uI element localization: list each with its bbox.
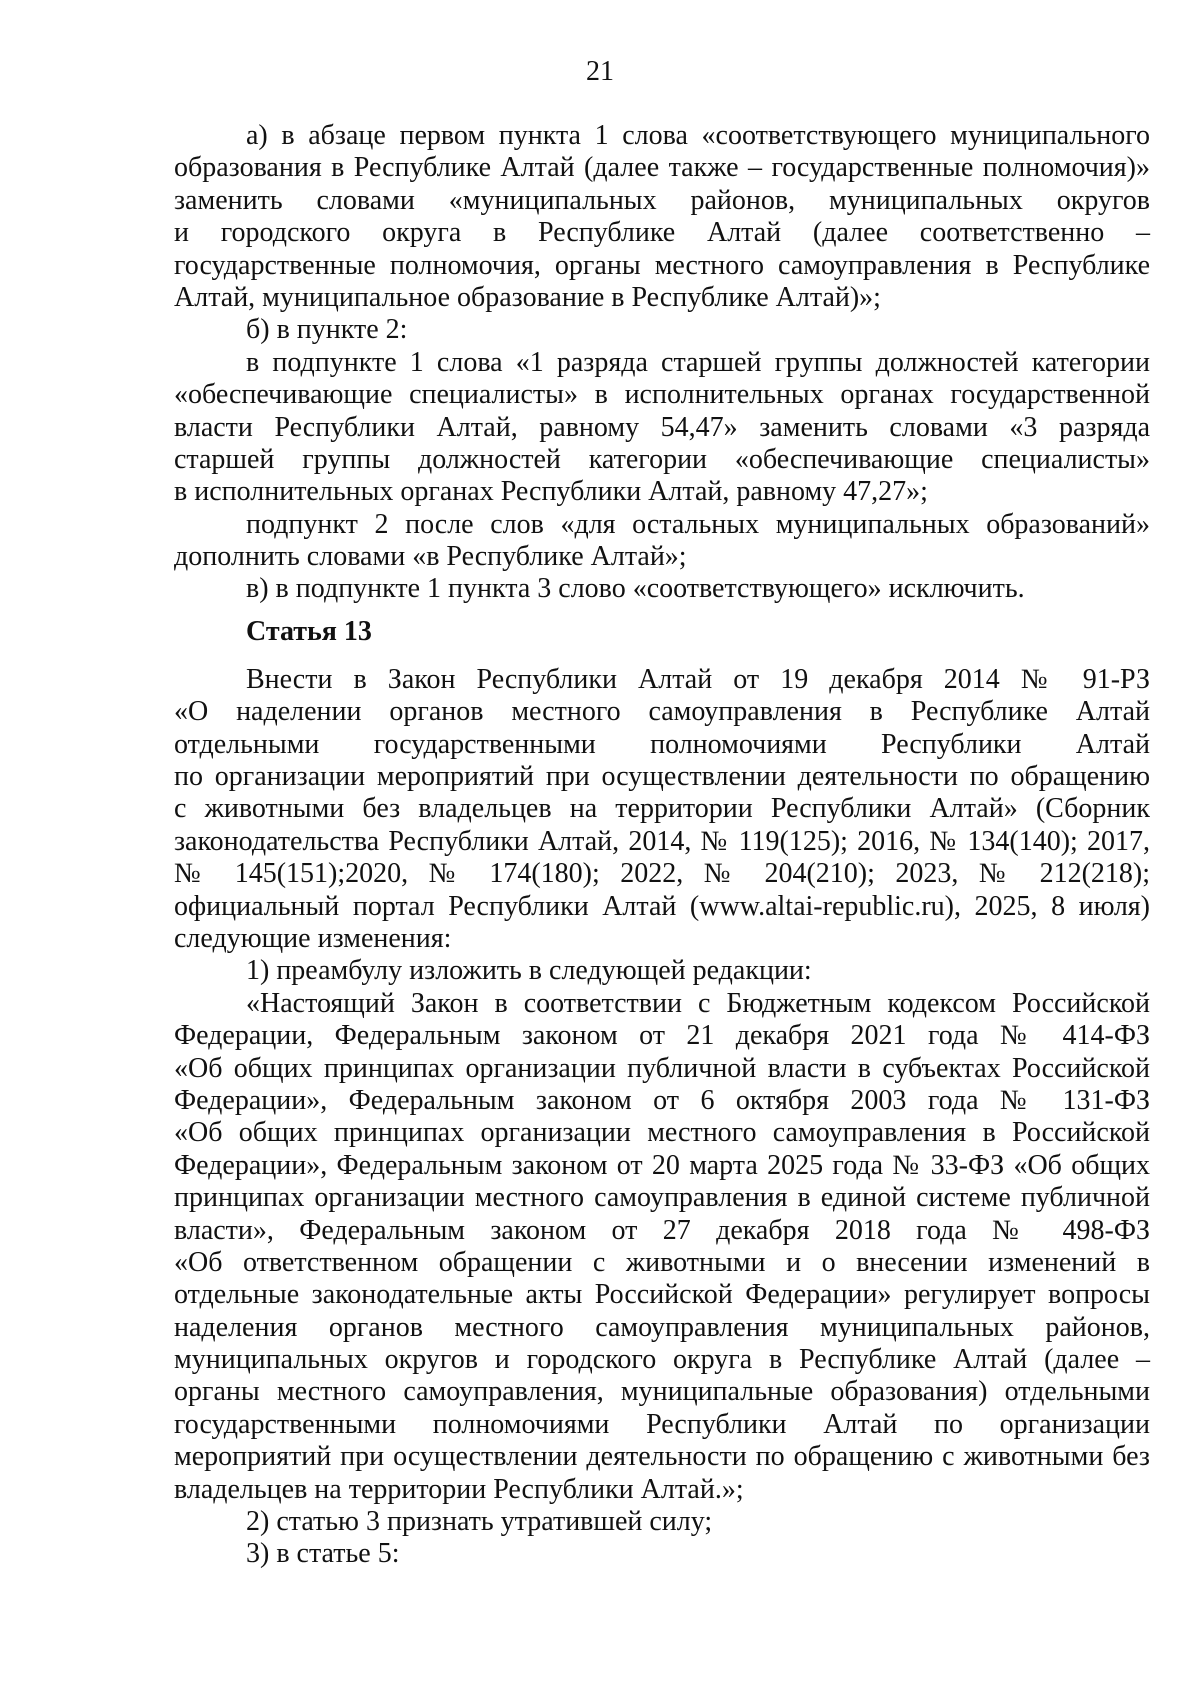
text-line: власти», Федеральным законом от 27 декабря 2018 года № 498-ФЗ: [174, 1214, 1150, 1246]
text-line: официальный портал Республики Алтай (www.altai-republic.ru), 2025, 8 июля): [174, 890, 1150, 922]
text-line: «Об общих принципах организации публичной власти в субъектах Российской: [174, 1052, 1150, 1084]
text-line: в) в подпункте 1 пункта 3 слово «соответствующего» исключить.: [246, 573, 1025, 605]
text-line: муниципальных округов и городского округа в Республике Алтай (далее –: [174, 1344, 1150, 1376]
text-line: в подпункте 1 слова «1 разряда старшей группы должностей категории: [246, 346, 1150, 378]
text-line: «обеспечивающие специалисты» в исполнительных органах государственной: [174, 379, 1150, 411]
text-line: в исполнительных органах Республики Алтай, равному 47,27»;: [174, 476, 928, 508]
text-line: Федерации», Федеральным законом от 6 октября 2003 года № 131-ФЗ: [174, 1084, 1150, 1116]
text-line: № 145(151);2020, № 174(180); 2022, № 204(210); 2023, № 212(218);: [174, 858, 1150, 890]
text-line: 3) в статье 5:: [246, 1538, 400, 1570]
text-line: «Настоящий Закон в соответствии с Бюджетным кодексом Российской: [246, 987, 1150, 1019]
text-line: законодательства Республики Алтай, 2014, № 119(125); 2016, № 134(140); 2017,: [174, 825, 1150, 857]
text-line: дополнить словами «в Республике Алтай»;: [174, 541, 687, 573]
text-line: старшей группы должностей категории «обеспечивающие специалисты»: [174, 443, 1150, 475]
text-line: по организации мероприятий при осуществлении деятельности по обращению: [174, 761, 1150, 793]
text-line: б) в пункте 2:: [246, 314, 408, 346]
text-line: образования в Республике Алтай (далее также – государственные полномочия)»: [174, 152, 1150, 184]
text-line: «Об ответственном обращении с животными и о внесении изменений в: [174, 1246, 1150, 1278]
text-line: государственными полномочиями Республики Алтай по организации: [174, 1408, 1150, 1440]
text-line: заменить словами «муниципальных районов, муниципальных округов: [174, 184, 1150, 216]
text-line: 1) преамбулу изложить в следующей редакции:: [246, 955, 812, 987]
page-number: 21: [586, 56, 614, 87]
text-line: мероприятий при осуществлении деятельности по обращению с животными без: [174, 1441, 1150, 1473]
text-line: отдельные законодательные акты Российской Федерации» регулирует вопросы: [174, 1279, 1150, 1311]
text-line: Внести в Закон Республики Алтай от 19 декабря 2014 № 91-РЗ: [246, 663, 1150, 695]
text-line: а) в абзаце первом пункта 1 слова «соответствующего муниципального: [246, 120, 1150, 151]
text-line: следующие изменения:: [174, 922, 452, 954]
text-line: 2) статью 3 признать утратившей силу;: [246, 1506, 713, 1538]
text-line: «О наделении органов местного самоуправления в Республике Алтай: [174, 696, 1150, 728]
text-line: государственные полномочия, органы местного самоуправления в Республике: [174, 249, 1150, 281]
text-line: органы местного самоуправления, муниципальные образования) отдельными: [174, 1376, 1150, 1408]
text-line: и городского округа в Республике Алтай (далее соответственно –: [174, 217, 1150, 249]
text-line: Федерации, Федеральным законом от 21 декабря 2021 года № 414-ФЗ: [174, 1020, 1150, 1052]
text-line: подпункт 2 после слов «для остальных муниципальных образований»: [246, 508, 1150, 540]
text-line: наделения органов местного самоуправления муниципальных районов,: [174, 1311, 1150, 1343]
text-line: владельцев на территории Республики Алтай.»;: [174, 1473, 744, 1505]
text-line: принципах организации местного самоуправления в единой системе публичной: [174, 1182, 1150, 1214]
text-line: власти Республики Алтай, равному 54,47» заменить словами «3 разряда: [174, 411, 1150, 443]
text-line: Алтай, муниципальное образование в Республике Алтай)»;: [174, 281, 881, 313]
article-heading: Статья 13: [246, 615, 372, 647]
text-line: отдельными государственными полномочиями Республики Алтай: [174, 728, 1150, 760]
document-body: [174, 120, 1150, 1571]
text-line: Федерации», Федеральным законом от 20 марта 2025 года № 33-ФЗ «Об общих: [174, 1149, 1150, 1181]
text-line: с животными без владельцев на территории Республики Алтай» (Сборник: [174, 793, 1150, 825]
text-line: «Об общих принципах организации местного самоуправления в Российской: [174, 1117, 1150, 1149]
